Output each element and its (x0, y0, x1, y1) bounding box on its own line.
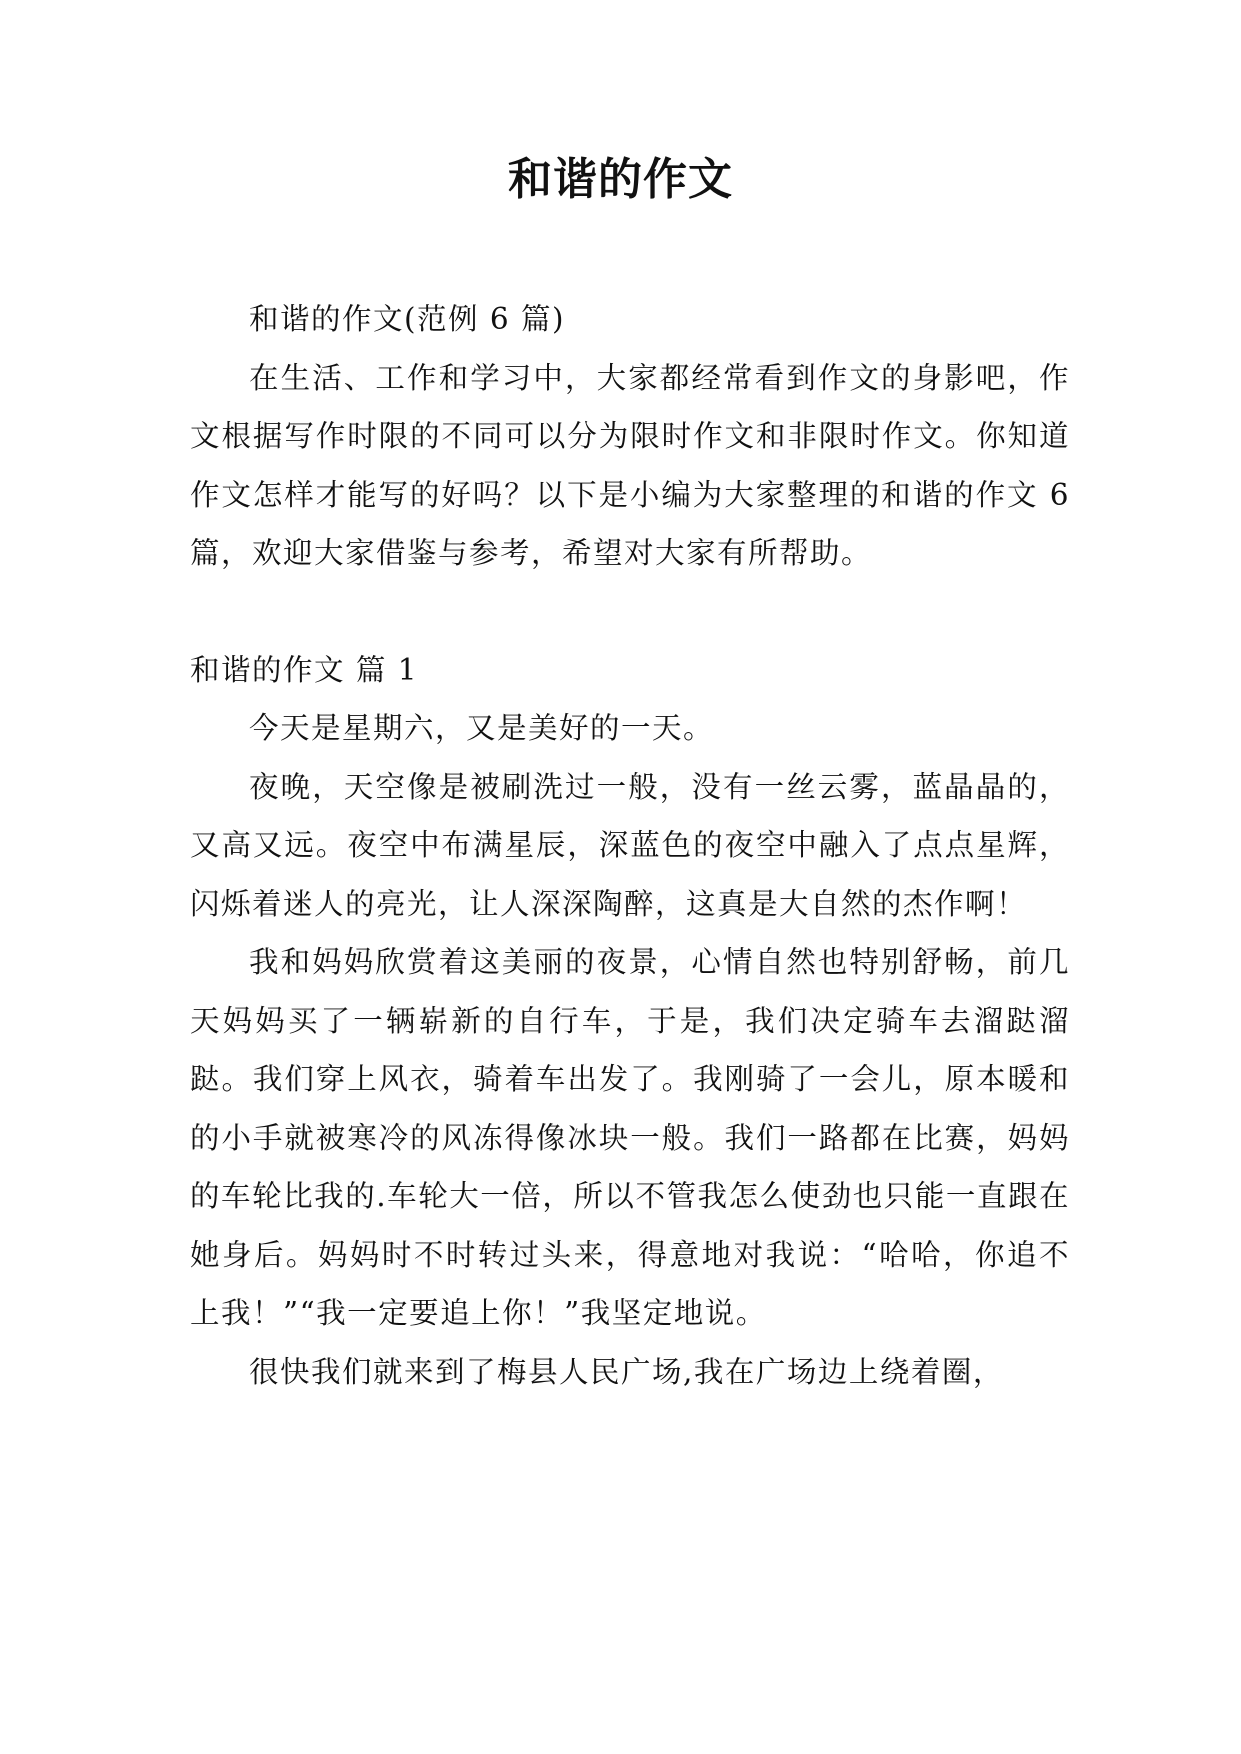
paragraph: 很快我们就来到了梅县人民广场,我在广场边上绕着圈， (249, 1354, 1004, 1389)
intro-paragraph: 在生活、工作和学习中，大家都经常看到作文的身影吧，作文根据写作时限的不同可以分为限时作文和非限时作文。你知道作文怎样才能写的好吗？以下是小编为大家整理的和谐的作文 6 篇，欢迎大家借鉴与参考，希望对大家有所帮助。 (190, 360, 1070, 570)
document-body (190, 290, 1070, 1401)
section-heading: 和谐的作文 篇 1 (190, 652, 419, 687)
document-subtitle: 和谐的作文(范例 6 篇) (249, 302, 566, 336)
paragraph: 今天是星期六，又是美好的一天。 (249, 711, 715, 745)
paragraph: 夜晚，天空像是被刷洗过一般，没有一丝云雾，蓝晶晶的，又高又远。夜空中布满星辰，深蓝色的夜空中融入了点点星辉，闪烁着迷人的亮光，让人深深陶醉，这真是大自然的杰作啊！ (190, 769, 1070, 921)
document-title: 和谐的作文 (508, 154, 733, 205)
paragraph: 我和妈妈欣赏着这美丽的夜景，心情自然也特别舒畅，前几天妈妈买了一辆崭新的自行车，于是，我们决定骑车去溜跶溜跶。我们穿上风衣，骑着车出发了。我刚骑了一会儿，原本暖和的小手就被寒冷的风冻得像冰块一般。我们一路都在比赛，妈妈的车轮比我的.车轮大一倍，所以不管我怎么使劲也只能一直跟在她身后。妈妈时不时转过头来，得意地对我说：“哈哈，你追不上我！”“我一定要追上你！”我坚定地说。 (190, 945, 1070, 1330)
